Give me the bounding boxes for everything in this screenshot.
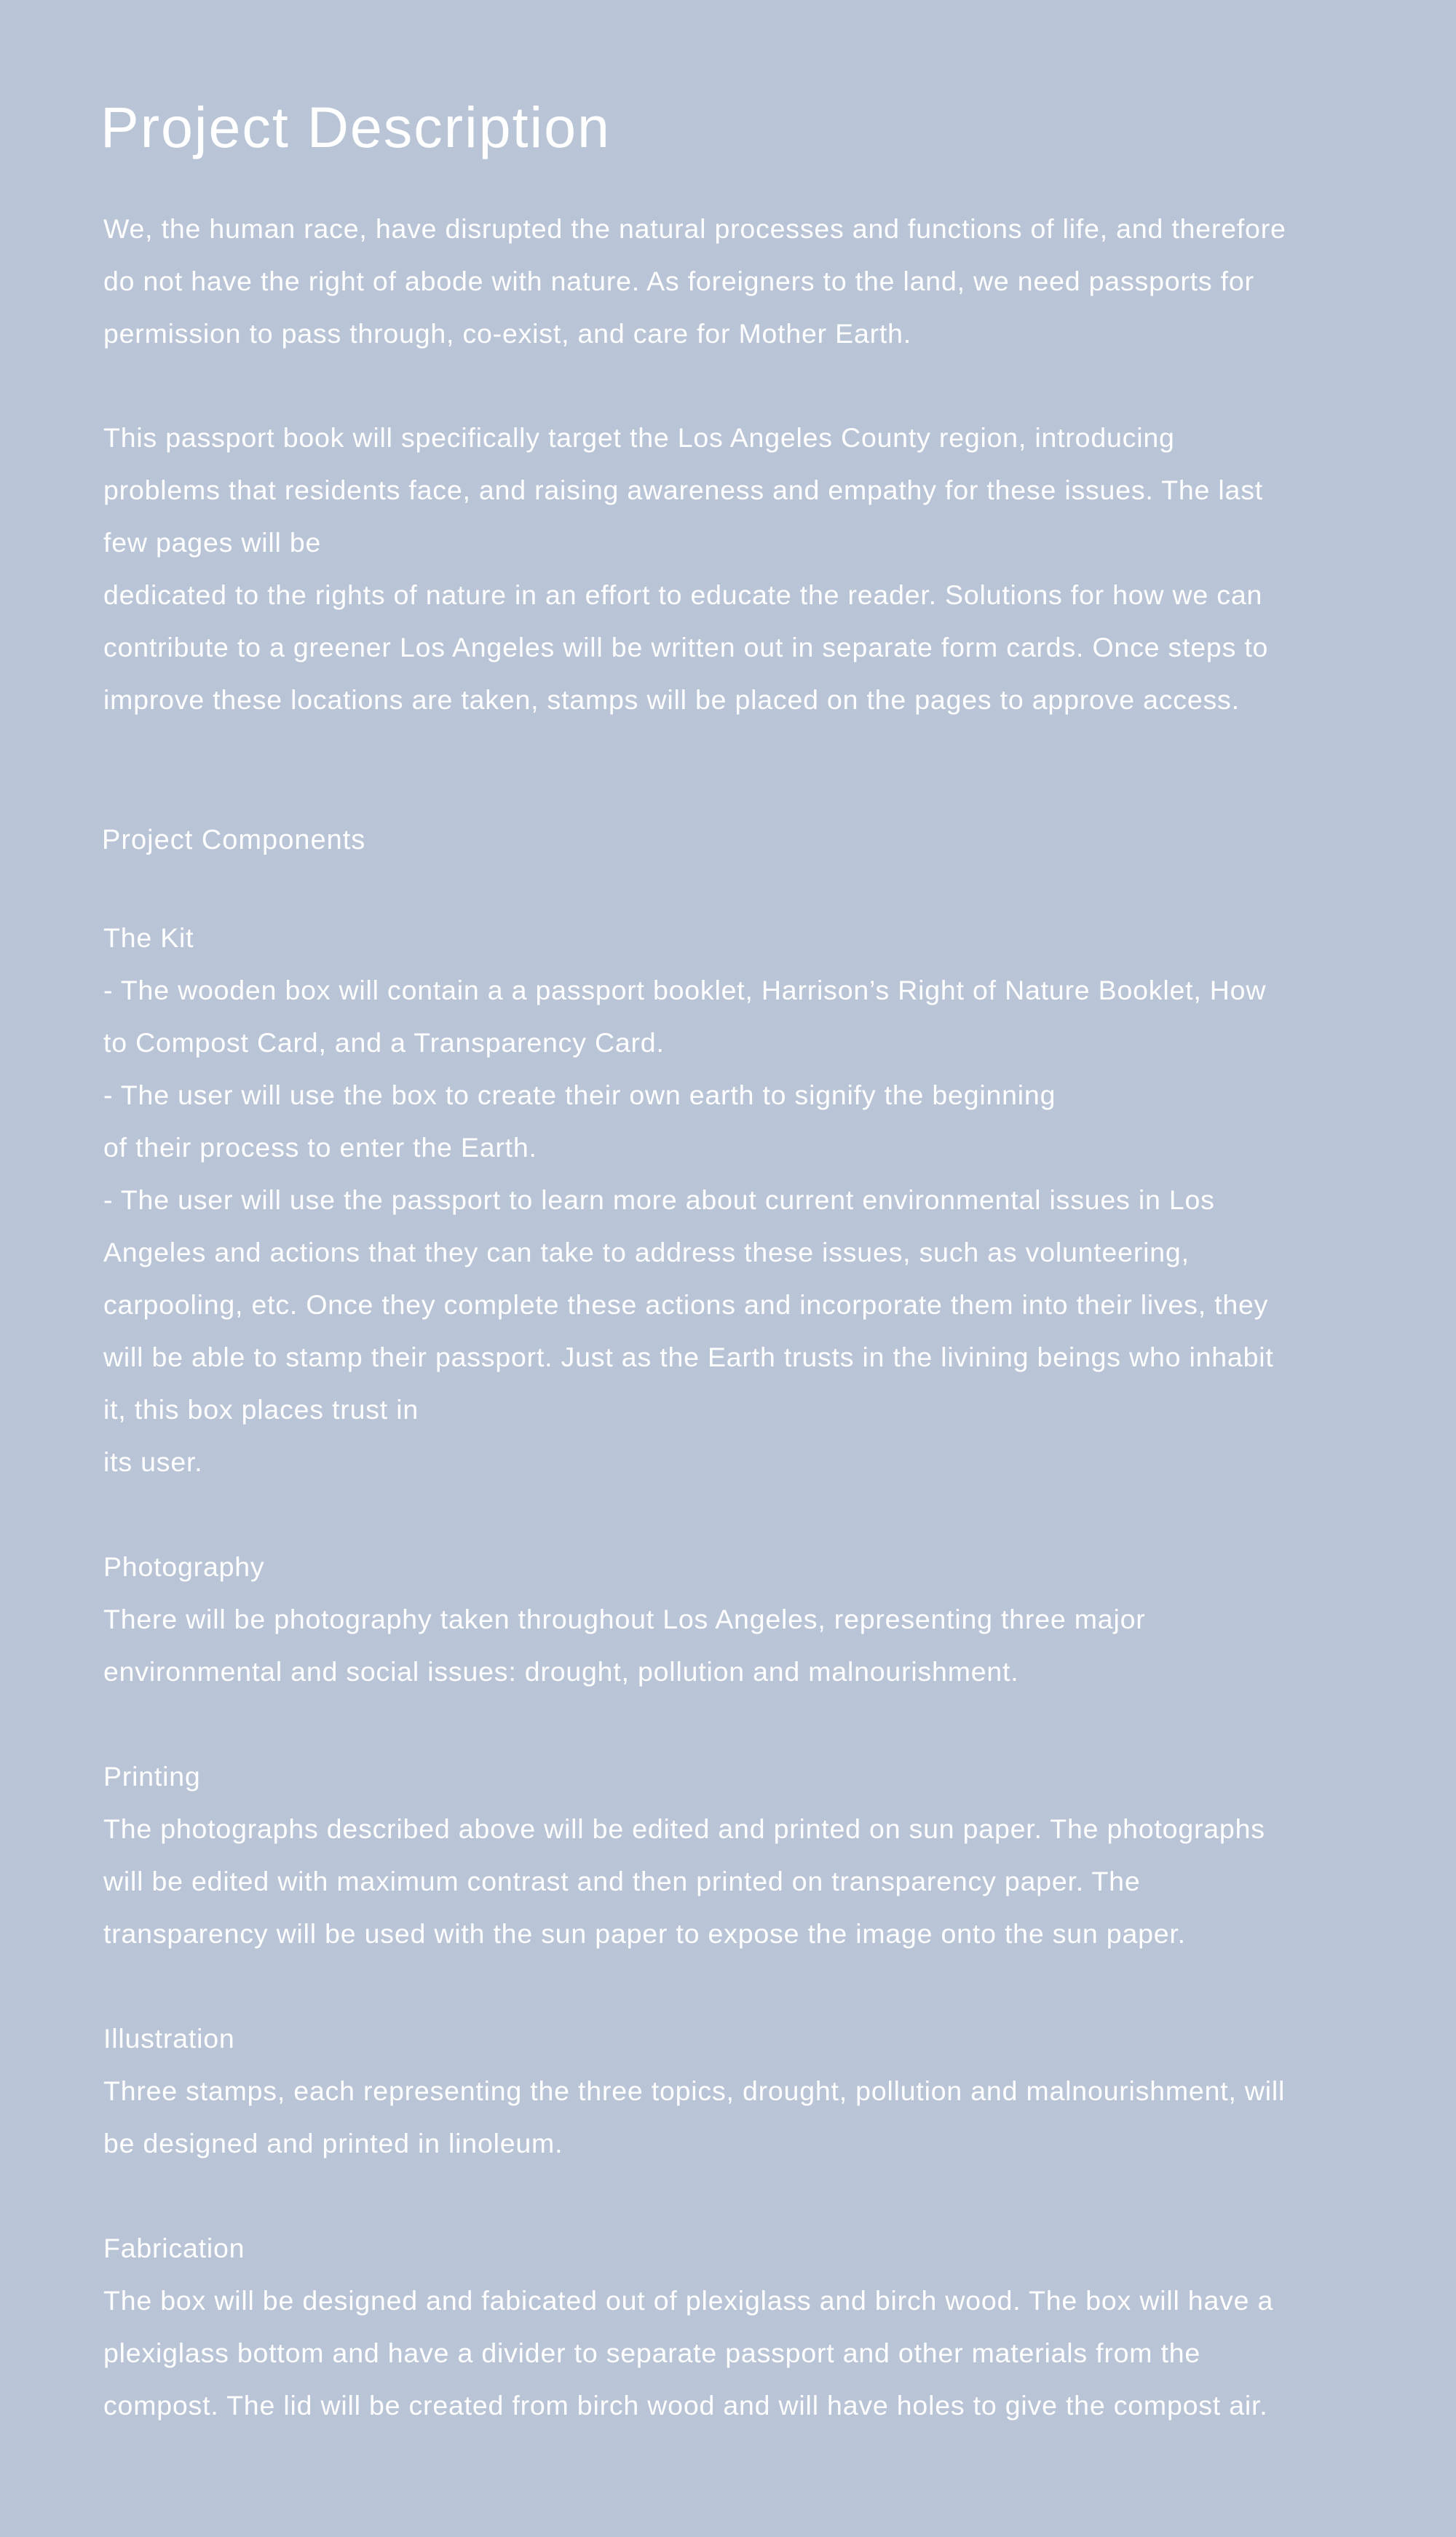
text-line: of their process to enter the Earth.: [103, 1132, 537, 1163]
text-line: do not have the right of abode with nature. As foreigners to the land, we need passports for: [103, 266, 1254, 296]
section-the-kit: [103, 911, 1406, 1488]
text-line: Angeles and actions that they can take to address these issues, such as volunteering,: [103, 1237, 1190, 1267]
text-line: problems that residents face, and raising awareness and empathy for these issues. The last: [103, 475, 1263, 505]
page-title: Project Description: [100, 95, 611, 159]
section-photography: [103, 1540, 1406, 1698]
section-fabrication: [103, 2222, 1406, 2431]
section-heading: Printing: [103, 1761, 201, 1792]
text-line: it, this box places trust in: [103, 1394, 419, 1425]
text-line: There will be photography taken throughout Los Angeles, representing three major: [103, 1604, 1146, 1634]
text-line: dedicated to the rights of nature in an effort to educate the reader. Solutions for how we can: [103, 579, 1263, 610]
text-line: - The user will use the box to create their own earth to signify the beginning: [103, 1080, 1056, 1110]
text-line: be designed and printed in linoleum.: [103, 2128, 563, 2158]
section-printing: [103, 1750, 1406, 1960]
text-line: We, the human race, have disrupted the natural processes and functions of life, and therefore: [103, 213, 1286, 244]
text-line: environmental and social issues: drought, pollution and malnourishment.: [103, 1656, 1019, 1687]
text-line: improve these locations are taken, stamps will be placed on the pages to approve access.: [103, 684, 1240, 715]
section-heading: Photography: [103, 1551, 265, 1582]
text-line: The box will be designed and fabicated out of plexiglass and birch wood. The box will have a: [103, 2285, 1274, 2316]
text-line: This passport book will specifically target the Los Angeles County region, introducing: [103, 422, 1175, 453]
text-line: Three stamps, each representing the three topics, drought, pollution and malnourishment, will: [103, 2075, 1286, 2106]
text-line: - The wooden box will contain a a passport booklet, Harrison’s Right of Nature Booklet, How: [103, 975, 1267, 1005]
text-line: plexiglass bottom and have a divider to separate passport and other materials from the: [103, 2338, 1201, 2368]
text-line: The photographs described above will be edited and printed on sun paper. The photographs: [103, 1813, 1265, 1844]
text-line: - The user will use the passport to learn more about current environmental issues in Los: [103, 1184, 1215, 1215]
text-line: transparency will be used with the sun paper to expose the image onto the sun paper.: [103, 1918, 1186, 1949]
project-components-heading: Project Components: [102, 825, 366, 855]
text-line: compost. The lid will be created from birch wood and will have holes to give the compost air.: [103, 2390, 1268, 2421]
text-line: few pages will be: [103, 527, 322, 558]
section-heading: Illustration: [103, 2023, 235, 2054]
intro-paragraph-2: [103, 411, 1406, 726]
text-line: will be able to stamp their passport. Just as the Earth trusts in the livining beings who inhabit: [103, 1342, 1274, 1372]
section-heading: Fabrication: [103, 2233, 245, 2263]
text-line: carpooling, etc. Once they complete these actions and incorporate them into their lives, they: [103, 1289, 1269, 1320]
text-line: to Compost Card, and a Transparency Card.: [103, 1027, 665, 1058]
text-line: permission to pass through, co-exist, and care for Mother Earth.: [103, 318, 912, 349]
text-line: contribute to a greener Los Angeles will be written out in separate form cards. Once steps to: [103, 632, 1269, 662]
section-illustration: [103, 2012, 1406, 2169]
text-line: its user.: [103, 1446, 203, 1477]
section-heading: The Kit: [103, 922, 194, 953]
intro-paragraph-1: [103, 202, 1406, 360]
text-line: will be edited with maximum contrast and then printed on transparency paper. The: [103, 1866, 1141, 1896]
